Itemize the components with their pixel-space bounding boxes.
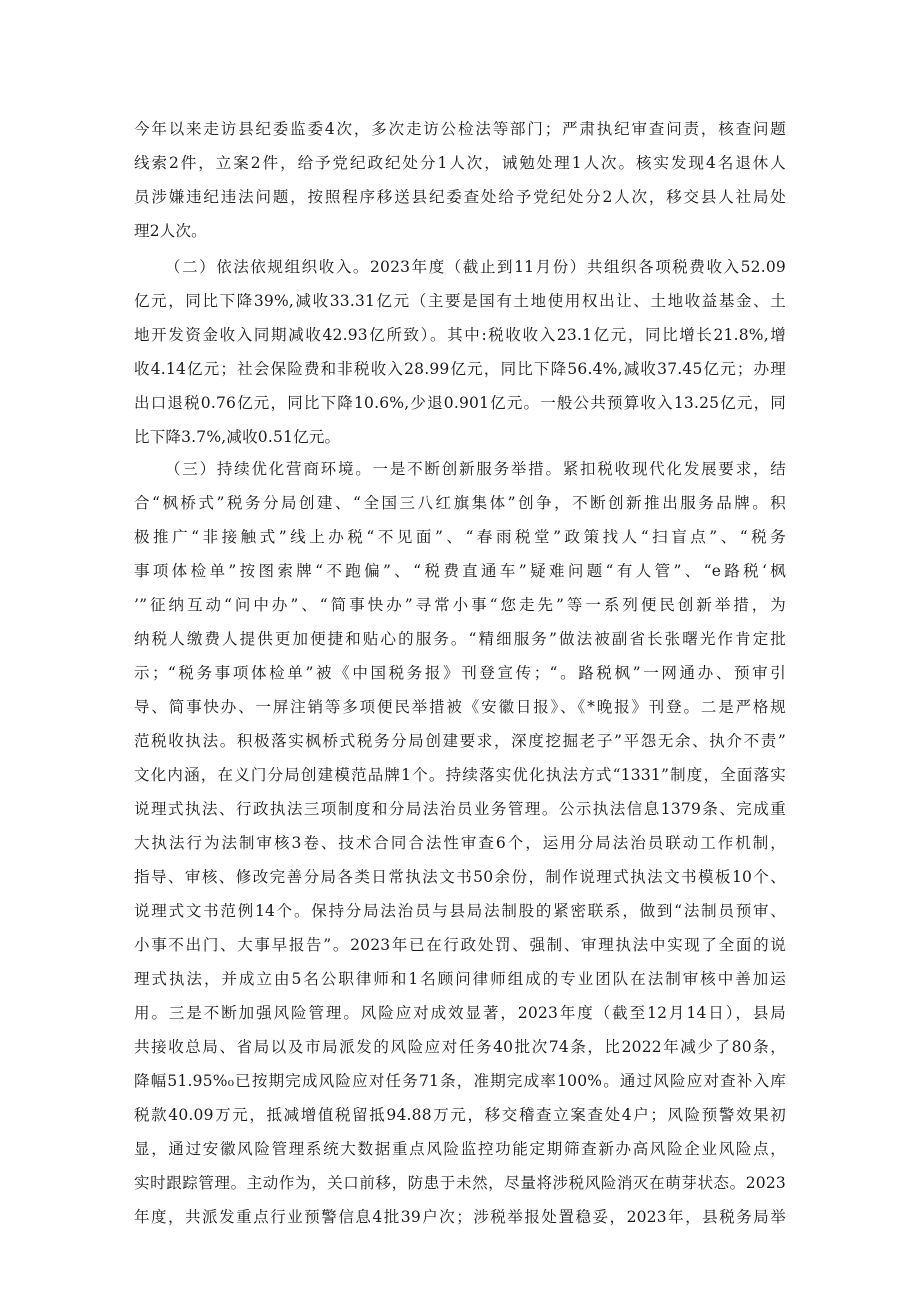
text-line: 员涉嫌违纪违法问题，按照程序移送县纪委查处给予党纪处分2人次，移交县人社局处 — [134, 188, 786, 206]
paragraph-3 — [134, 452, 786, 1234]
text-line: 比下降3.7%,减收0.51亿元。 — [134, 428, 341, 446]
text-line: 今年以来走访县纪委监委4次，多次走访公检法等部门；严肃执纪审查问责，核查问题 — [134, 120, 786, 138]
text-line: 范税收执法。积极落实枫桥式税务分局创建要求，深度挖掘老子”平怨无余、执介不责” — [134, 732, 786, 750]
text-line: 导、简事快办、一屏注销等多项便民举措被《安徽日报》、《*晚报》刊登。二是严格规 — [134, 698, 786, 716]
text-line: 文化内涵，在义门分局创建模范品牌1个。持续落实优化执法方式“1331”制度，全面落实 — [134, 766, 786, 784]
text-line: 大执法行为法制审核3卷、技术合同合法性审查6个，运用分局法治员联动工作机制， — [134, 834, 786, 852]
text-line: 理式执法，并成立由5名公职律师和1名顾问律师组成的专业团队在法制审核中善加运 — [134, 970, 786, 988]
text-line: 降幅51.95%₀已按期完成风险应对任务71条，准期完成率100%。通过风险应对查补入库 — [134, 1072, 786, 1090]
text-line: 小事不出门、大事早报告”。2023年已在行政处罚、强制、审理执法中实现了全面的说 — [134, 936, 786, 954]
text-line: 用。三是不断加强风险管理。风险应对成效显著，2023年度（截至12月14日），县局 — [134, 1004, 786, 1022]
text-line: 事项体检单”按图索牌“不跑偏”、“税费直通车”疑难问题“有人管”、“e路税‘枫 — [134, 562, 786, 580]
paragraph-2 — [134, 250, 786, 454]
text-line: 指导、审核、修改完善分局各类日常执法文书50余份，制作说理式执法文书模板10个、 — [134, 868, 786, 886]
text-line: 说理式文书范例14个。保持分局法治员与县局法制股的紧密联系，做到“法制员预审、 — [134, 902, 786, 920]
text-line: 极推广“非接触式”线上办税“不见面”、“春雨税堂”政策找人“扫盲点”、“税务 — [134, 528, 786, 546]
text-line: 理2人次。 — [134, 222, 207, 240]
text-line: （二）依法依规组织收入。2023年度（截止到11月份）共组织各项税费收入52.09 — [165, 258, 786, 276]
text-line: 收4.14亿元；社会保险费和非税收入28.99亿元，同比下降56.4%,减收37.45亿元；办理 — [134, 360, 786, 378]
text-line: 显，通过安徽风险管理系统大数据重点风险监控功能定期筛查新办高风险企业风险点， — [134, 1140, 786, 1158]
text-line: 线索2件，立案2件，给予党纪政纪处分1人次，诫勉处理1人次。核实发现4名退休人 — [134, 154, 786, 172]
paragraph-1 — [134, 112, 786, 248]
text-line: 说理式执法、行政执法三项制度和分局法治员业务管理。公示执法信息1379条、完成重 — [134, 800, 786, 818]
text-line: （三）持续优化营商环境。一是不断创新服务举措。紧扣税收现代化发展要求，结 — [165, 460, 786, 478]
text-line: 共接收总局、省局以及市局派发的风险应对任务40批次74条，比2022年减少了80条， — [134, 1038, 786, 1056]
text-line: 合“枫桥式”税务分局创建、“全国三八红旗集体”创争，不断创新推出服务品牌。积 — [134, 494, 786, 512]
text-line: 税款40.09万元，抵减增值税留抵94.88万元，移交稽查立案查处4户；风险预警效果初 — [134, 1106, 786, 1124]
text-line: 实时跟踪管理。主动作为，关口前移，防患于未然，尽量将涉税风险消灭在萌芽状态。2023 — [134, 1174, 786, 1192]
text-line: 纳税人缴费人提供更加便捷和贴心的服务。“精细服务”做法被副省长张曙光作肯定批 — [134, 630, 786, 648]
text-line: 地开发资金收入同期减收42.93亿所致）。其中:税收收入23.1亿元，同比增长21.8%,增 — [134, 326, 786, 344]
text-line: ’”征纳互动“问中办”、“简事快办”寻常小事“您走先”等一系列便民创新举措，为 — [134, 596, 786, 614]
text-line: 出口退税0.76亿元，同比下降10.6%,少退0.901亿元。一般公共预算收入13.25亿元，同 — [134, 394, 786, 412]
text-line: 示；“税务事项体检单”被《中国税务报》刊登宣传；“。路税枫”一网通办、预审引 — [134, 664, 786, 682]
text-line: 年度，共派发重点行业预警信息4批39户次；涉税举报处置稳妥，2023年，县税务局举 — [134, 1208, 786, 1226]
text-line: 亿元，同比下降39%,减收33.31亿元（主要是国有土地使用权出让、土地收益基金、土 — [134, 292, 786, 310]
